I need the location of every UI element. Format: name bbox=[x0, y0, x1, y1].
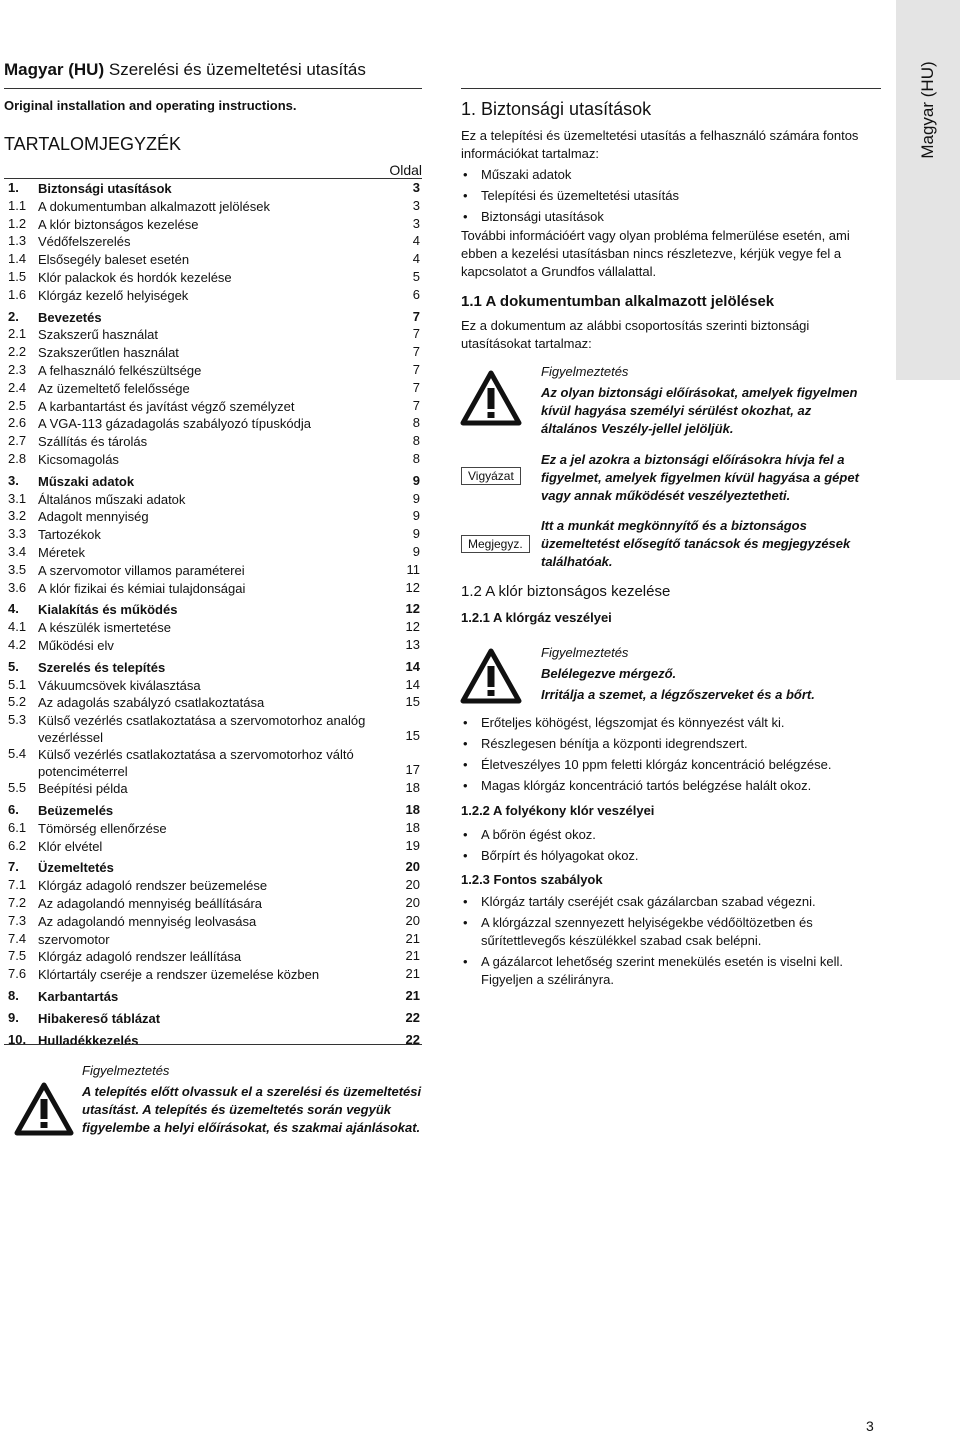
toc-entry-page: 3 bbox=[412, 197, 420, 213]
toc-entry-number: 2.7 bbox=[8, 433, 27, 449]
toc-entry-number: 7. bbox=[8, 859, 19, 875]
section-1-2-1-title: 1.2.1 A klórgáz veszélyei bbox=[461, 610, 612, 625]
toc-entry-title: Karbantartás bbox=[38, 989, 119, 1004]
list-item: • Műszaki adatok bbox=[461, 164, 881, 185]
toc-page-column-label: Oldal bbox=[389, 162, 422, 178]
toc-entry bbox=[8, 433, 422, 451]
toc-entry-number: 5. bbox=[8, 658, 19, 674]
toc-entry-page: 14 bbox=[405, 658, 420, 674]
toc-entry-page: 15 bbox=[405, 694, 420, 710]
toc-entry-page: 7 bbox=[412, 326, 420, 342]
toc-entry-number: 4.2 bbox=[8, 637, 27, 652]
toc-entry-page: 7 bbox=[412, 344, 420, 360]
toc-entry-title: Beépítési példa bbox=[38, 781, 128, 797]
section-1-1-title: 1.1 A dokumentumban alkalmazott jelölések bbox=[461, 293, 775, 310]
toc-entry-number: 3.2 bbox=[8, 508, 27, 524]
toc-entry-number: 7.5 bbox=[8, 948, 27, 964]
toc-entry-number: 3.1 bbox=[8, 490, 27, 506]
toc-entry-page: 19 bbox=[405, 837, 420, 853]
toc-entry bbox=[8, 820, 422, 838]
toc-entry-number: 3.5 bbox=[8, 561, 27, 577]
toc-entry-title: Működési elv bbox=[38, 638, 114, 653]
toc-entry-number: 2.1 bbox=[8, 326, 27, 342]
toc-entry-number: 2.6 bbox=[8, 415, 27, 431]
toc-entry-number: 5.2 bbox=[8, 694, 27, 710]
toc-entry-page: 12 bbox=[405, 579, 420, 595]
section-1-1-intro: Ez a dokumentum az alábbi csoportosítás szerinti biztonsági utasításokat tartalmaz: bbox=[461, 318, 810, 351]
toc-entry-title: Biztonsági utasítások bbox=[38, 181, 172, 196]
toc-entry bbox=[8, 344, 422, 362]
toc-entry-title: Kicsomagolás bbox=[38, 452, 119, 467]
toc-entry-title: Külső vezérlés csatlakoztatása a szervomotorhoz analóg vezérléssel bbox=[38, 713, 366, 746]
toc-entry-page: 3 bbox=[412, 180, 420, 195]
toc-entry-page: 9 bbox=[412, 526, 420, 542]
toc-entry-title: Szerelés és telepítés bbox=[38, 659, 166, 675]
toc-entry-page: 7 bbox=[412, 397, 420, 413]
toc-entry bbox=[8, 895, 422, 913]
toc-entry-title: Tömörség ellenőrzése bbox=[38, 820, 167, 836]
toc-entry bbox=[8, 198, 422, 216]
toc-entry bbox=[8, 287, 422, 305]
note-label: Megjegyz. bbox=[461, 535, 530, 553]
toc-entry-title: Védőfelszerelés bbox=[38, 234, 131, 250]
toc-entry-page: 21 bbox=[405, 930, 420, 946]
chlorine-gas-warning-line-2: Irritálja a szemet, a légzőszerveket és a bőrt. bbox=[541, 687, 815, 702]
document-title-text: Szerelési és üzemeltetési utasítás bbox=[108, 60, 366, 79]
toc-entry-title: A felhasználó felkészültsége bbox=[38, 363, 202, 378]
toc-entry-title: Beüzemelés bbox=[38, 803, 114, 818]
toc-entry-title: A VGA-113 gázadagolás szabályozó típuskódja bbox=[38, 416, 311, 432]
toc-entry bbox=[8, 216, 422, 234]
toc-heading: TARTALOMJEGYZÉK bbox=[4, 134, 182, 154]
toc-bottom-rule bbox=[4, 1044, 422, 1045]
toc-entry-number: 5.4 bbox=[8, 746, 27, 762]
toc-entry-number: 1. bbox=[8, 180, 19, 195]
toc-entry-number: 8. bbox=[8, 988, 19, 1003]
toc-entry bbox=[8, 877, 422, 895]
toc-entry-page: 8 bbox=[412, 415, 420, 431]
toc-entry-number: 2.8 bbox=[8, 451, 27, 466]
toc-entry-number: 3.6 bbox=[8, 579, 27, 595]
toc-entry-page: 7 bbox=[412, 379, 420, 395]
toc-entry-number: 7.3 bbox=[8, 912, 27, 928]
header-rule-left bbox=[4, 88, 422, 89]
list-item: • Életveszélyes 10 ppm feletti klórgáz koncentráció belégzése. bbox=[461, 754, 881, 775]
list-item: • Bőrpírt és hólyagokat okoz. bbox=[461, 845, 881, 866]
page-number: 3 bbox=[866, 1418, 874, 1434]
toc-entry-page: 18 bbox=[405, 819, 420, 835]
toc-entry-page: 6 bbox=[412, 286, 420, 302]
toc-entry-page: 7 bbox=[412, 362, 420, 377]
toc-entry-page: 5 bbox=[412, 269, 420, 284]
toc-entry-title: A klór biztonságos kezelése bbox=[38, 216, 199, 232]
toc-entry-title: Vákuumcsövek kiválasztása bbox=[38, 677, 201, 693]
toc-entry-page: 21 bbox=[405, 966, 420, 982]
toc-entry-number: 3.3 bbox=[8, 526, 27, 542]
toc-entry bbox=[8, 746, 422, 780]
toc-entry bbox=[8, 415, 422, 433]
toc-entry-page: 20 bbox=[405, 877, 420, 893]
section-1-list bbox=[461, 164, 881, 227]
toc-entry-page: 9 bbox=[412, 544, 420, 559]
toc-entry-page: 13 bbox=[405, 637, 420, 652]
toc-entry-title: Szakszerű használat bbox=[38, 327, 158, 343]
toc-entry-title: Kialakítás és működés bbox=[38, 602, 178, 618]
toc-entry-page: 22 bbox=[405, 1009, 420, 1025]
toc-entry-number: 10. bbox=[8, 1031, 27, 1047]
toc-entry bbox=[8, 398, 422, 416]
section-1-title: 1. Biztonsági utasítások bbox=[461, 99, 652, 119]
toc-entry-number: 2. bbox=[8, 308, 19, 324]
chlorine-gas-warning-title: Figyelmeztetés bbox=[541, 645, 629, 660]
toc-entry-title: Műszaki adatok bbox=[38, 473, 135, 489]
toc-entry bbox=[8, 677, 422, 695]
list-item: • A bőrön égést okoz. bbox=[461, 824, 881, 845]
list-item: • A klórgázzal szennyezett helyiségekbe védőöltözetben és sűrítettlevegős készülékkel szabad csak belépni. bbox=[461, 914, 881, 950]
toc-entry bbox=[8, 326, 422, 344]
toc-entry-number: 1.6 bbox=[8, 286, 27, 302]
toc-entry bbox=[8, 251, 422, 269]
toc-entry-title: A készülék ismertetése bbox=[38, 620, 171, 636]
warning-symbol-title: Figyelmeztetés bbox=[541, 364, 629, 379]
toc-entry bbox=[8, 362, 422, 380]
toc-entry-number: 6.2 bbox=[8, 837, 27, 853]
toc-entry-title: Az adagolandó mennyiség leolvasása bbox=[38, 913, 257, 929]
toc-entry-title: Üzemeltetés bbox=[38, 860, 114, 876]
toc-entry-title: A karbantartást és javítást végző személyzet bbox=[38, 398, 295, 414]
toc-entry-page: 9 bbox=[412, 490, 420, 506]
toc-entry-number: 2.2 bbox=[8, 344, 27, 360]
toc-entry-title: Bevezetés bbox=[38, 309, 102, 325]
warning-triangle-icon bbox=[460, 648, 522, 704]
toc-entry-page: 8 bbox=[412, 451, 420, 466]
toc-entry bbox=[8, 1010, 422, 1028]
toc-entry-number: 3. bbox=[8, 472, 19, 488]
toc-entry-title: Adagolt mennyiség bbox=[38, 509, 149, 525]
toc-entry bbox=[8, 451, 422, 469]
list-item: • Részlegesen bénítja a központi idegrendszert. bbox=[461, 733, 881, 754]
toc-entry-page: 9 bbox=[412, 472, 420, 488]
toc-entry bbox=[8, 619, 422, 637]
toc-entry-page: 20 bbox=[405, 859, 420, 875]
liquid-chlorine-hazards-list bbox=[461, 824, 881, 866]
toc-entry-number: 7.4 bbox=[8, 930, 27, 946]
toc-entry-page: 18 bbox=[405, 780, 420, 796]
language-side-tab bbox=[896, 0, 960, 380]
toc-entry-title: Elsősegély baleset esetén bbox=[38, 252, 190, 268]
toc-entry-page: 3 bbox=[412, 215, 420, 231]
toc-entry bbox=[8, 508, 422, 526]
list-item: • Telepítési és üzemeltetési utasítás bbox=[461, 185, 881, 206]
section-1-2-3-title: 1.2.3 Fontos szabályok bbox=[461, 872, 603, 887]
toc-entry bbox=[8, 233, 422, 251]
chlorine-gas-hazards-list bbox=[461, 712, 881, 796]
toc-entry-title: Az adagolás szabályzó csatlakoztatása bbox=[38, 695, 265, 711]
toc-entry-number: 7.2 bbox=[8, 895, 27, 910]
toc-entry-title: Klór elvétel bbox=[38, 838, 103, 854]
toc-entry-title: Hulladékkezelés bbox=[38, 1032, 139, 1048]
toc-top-rule bbox=[4, 178, 422, 179]
toc-entry-title: Klórgáz kezelő helyiségek bbox=[38, 287, 189, 303]
caution-text: Ez a jel azokra a biztonsági előírásokra hívja fel a figyelmet, amelyek figyelmen kívül hagyása a gépet vagy annak működését veszélyeztetheti. bbox=[541, 452, 859, 503]
toc-entry-number: 4. bbox=[8, 601, 19, 617]
toc-entry-number: 2.3 bbox=[8, 362, 27, 377]
toc-entry-page: 20 bbox=[405, 895, 420, 910]
toc-entry bbox=[8, 913, 422, 931]
toc-entry-number: 1.5 bbox=[8, 269, 27, 284]
toc-entry-number: 3.4 bbox=[8, 544, 27, 559]
toc-entry bbox=[8, 601, 422, 619]
original-instructions-note: Original installation and operating instructions. bbox=[4, 98, 297, 113]
toc-entry-page: 4 bbox=[412, 233, 420, 249]
toc-entry-number: 1.3 bbox=[8, 233, 27, 249]
toc-entry bbox=[8, 859, 422, 877]
toc-entry-number: 2.4 bbox=[8, 379, 27, 395]
toc-entry-title: A klór fizikai és kémiai tulajdonságai bbox=[38, 580, 246, 596]
toc-entry-page: 17 bbox=[405, 762, 420, 778]
toc-entry bbox=[8, 966, 422, 984]
toc-entry-page: 21 bbox=[405, 948, 420, 964]
toc-entry-title: Az üzemeltető felelőssége bbox=[38, 380, 190, 396]
toc-entry bbox=[8, 1032, 422, 1050]
toc-entry-page: 12 bbox=[405, 601, 420, 617]
toc-entry-title: A szervomotor villamos paraméterei bbox=[38, 562, 245, 578]
toc-entry-title: szervomotor bbox=[38, 931, 110, 947]
toc-entry bbox=[8, 491, 422, 509]
toc-entry-number: 5.5 bbox=[8, 780, 27, 796]
toc-entry-number: 1.4 bbox=[8, 251, 27, 267]
toc-entry-page: 4 bbox=[412, 251, 420, 267]
toc-entry bbox=[8, 931, 422, 949]
toc-entry-title: Klórgáz adagoló rendszer beüzemelése bbox=[38, 878, 268, 894]
section-1-2-title: 1.2 A klór biztonságos kezelése bbox=[461, 583, 671, 600]
language-side-tab-label: Magyar (HU) bbox=[918, 61, 937, 159]
toc-entry bbox=[8, 838, 422, 856]
toc-entry-page: 21 bbox=[405, 988, 420, 1003]
toc-entry-page: 20 bbox=[405, 912, 420, 928]
toc-entry bbox=[8, 180, 422, 198]
toc-entry-title: Szakszerűtlen használat bbox=[38, 345, 179, 361]
list-item: • Biztonsági utasítások bbox=[461, 206, 881, 227]
toc-entry-number: 6.1 bbox=[8, 819, 27, 835]
toc-entry bbox=[8, 659, 422, 677]
toc-entry bbox=[8, 544, 422, 562]
document-title bbox=[4, 60, 366, 80]
toc-entry-title: Külső vezérlés csatlakoztatása a szervomotorhoz váltó potenciméterrel bbox=[38, 747, 354, 780]
toc-entry-page: 11 bbox=[406, 561, 420, 577]
list-item: • A gázálarcot lehetőség szerint menekülés esetén is viselni kell. Figyeljen a szélirányra. bbox=[461, 953, 881, 989]
section-1-2-2-title: 1.2.2 A folyékony klór veszélyei bbox=[461, 803, 655, 818]
toc-entry-page: 14 bbox=[405, 676, 420, 692]
toc-entry-page: 8 bbox=[412, 433, 420, 449]
toc-entry-number: 6. bbox=[8, 802, 19, 817]
toc-entry-page: 9 bbox=[412, 508, 420, 524]
bottom-warning-title: Figyelmeztetés bbox=[82, 1063, 170, 1078]
toc-entry-title: Hibakereső táblázat bbox=[38, 1010, 161, 1026]
warning-triangle-icon bbox=[460, 370, 522, 426]
section-1-intro: Ez a telepítési és üzemeltetési utasítás a felhasználó számára fontos információkat tartalmaz: bbox=[461, 128, 859, 161]
toc-entry bbox=[8, 988, 422, 1006]
toc-entry bbox=[8, 712, 422, 746]
toc-entry bbox=[8, 580, 422, 598]
toc-entry bbox=[8, 637, 422, 655]
toc-entry-title: Az adagolandó mennyiség beállítására bbox=[38, 896, 263, 911]
list-item: • Erőteljes köhögést, légszomjat és könnyezést vált ki. bbox=[461, 712, 881, 733]
toc-entry-number: 7.1 bbox=[8, 877, 27, 893]
list-item: • Klórgáz tartály cseréjét csak gázálarcban szabad végezni. bbox=[461, 893, 881, 911]
warning-triangle-icon bbox=[14, 1082, 74, 1136]
toc-entry bbox=[8, 780, 422, 798]
toc-entry bbox=[8, 473, 422, 491]
toc-entry-number: 4.1 bbox=[8, 619, 27, 635]
toc-entry-title: Tartozékok bbox=[38, 527, 101, 543]
toc-entry-title: Szállítás és tárolás bbox=[38, 434, 148, 450]
toc-entry bbox=[8, 802, 422, 820]
toc-entry-number: 2.5 bbox=[8, 397, 27, 413]
toc-entry-number: 5.1 bbox=[8, 676, 27, 692]
toc-entry-title: Általános műszaki adatok bbox=[38, 491, 186, 507]
toc-entry-page: 7 bbox=[412, 308, 420, 324]
toc-entry bbox=[8, 562, 422, 580]
toc-entry-page: 15 bbox=[405, 728, 420, 744]
toc-entry-title: Klórgáz adagoló rendszer leállítása bbox=[38, 949, 242, 965]
toc-entry bbox=[8, 694, 422, 712]
toc-entry bbox=[8, 269, 422, 287]
toc-entry bbox=[8, 526, 422, 544]
toc-entry-number: 9. bbox=[8, 1009, 19, 1025]
toc-entry-page: 22 bbox=[405, 1031, 420, 1047]
toc-entry-number: 5.3 bbox=[8, 712, 27, 728]
toc-entry-title: Méretek bbox=[38, 545, 85, 560]
list-item: • Magas klórgáz koncentráció tartós belégzése halált okoz. bbox=[461, 775, 881, 796]
toc-entry-number: 1.1 bbox=[8, 197, 27, 213]
header-rule-right bbox=[461, 88, 881, 89]
note-text: Itt a munkát megkönnyítő és a biztonságos üzemeltetést elősegítő tanácsok és megjegyzések találhatóak. bbox=[541, 518, 851, 569]
toc-entry-number: 1.2 bbox=[8, 215, 27, 231]
chlorine-gas-warning-line-1: Belélegezve mérgező. bbox=[541, 666, 677, 681]
toc-entry bbox=[8, 380, 422, 398]
caution-label: Vigyázat bbox=[461, 467, 521, 485]
toc-entry-title: A dokumentumban alkalmazott jelölések bbox=[38, 198, 270, 214]
toc-entry bbox=[8, 309, 422, 327]
toc-entry-number: 7.6 bbox=[8, 966, 27, 982]
warning-symbol-text: Az olyan biztonsági előírásokat, amelyek figyelmen kívül hagyása személyi sérülést okozhat, az általános Veszély-jellel jelöljük. bbox=[541, 385, 858, 436]
bottom-warning-text: A telepítés előtt olvassuk el a szerelési és üzemeltetési utasítást. A telepítés és üzemeltetés során vegyük figyelembe a helyi előírásokat, és szakmai ajánlásokat. bbox=[82, 1084, 422, 1135]
toc-entry-page: 12 bbox=[405, 619, 420, 635]
toc-entry bbox=[8, 948, 422, 966]
important-rules-list bbox=[461, 893, 881, 989]
document-title-language: Magyar (HU) bbox=[4, 60, 105, 79]
section-1-more-info: További információért vagy olyan probléma felmerülése esetén, ami ebben a kezelési utasításban nincs részletezve, kérjük vegye fel a kapcsolatot a Grundfos vállalattal. bbox=[461, 228, 850, 279]
toc-entry-title: Klór palackok és hordók kezelése bbox=[38, 270, 232, 285]
toc-entry-page: 18 bbox=[405, 802, 420, 817]
toc-entry-title: Klórtartály cseréje a rendszer üzemelése közben bbox=[38, 967, 320, 983]
